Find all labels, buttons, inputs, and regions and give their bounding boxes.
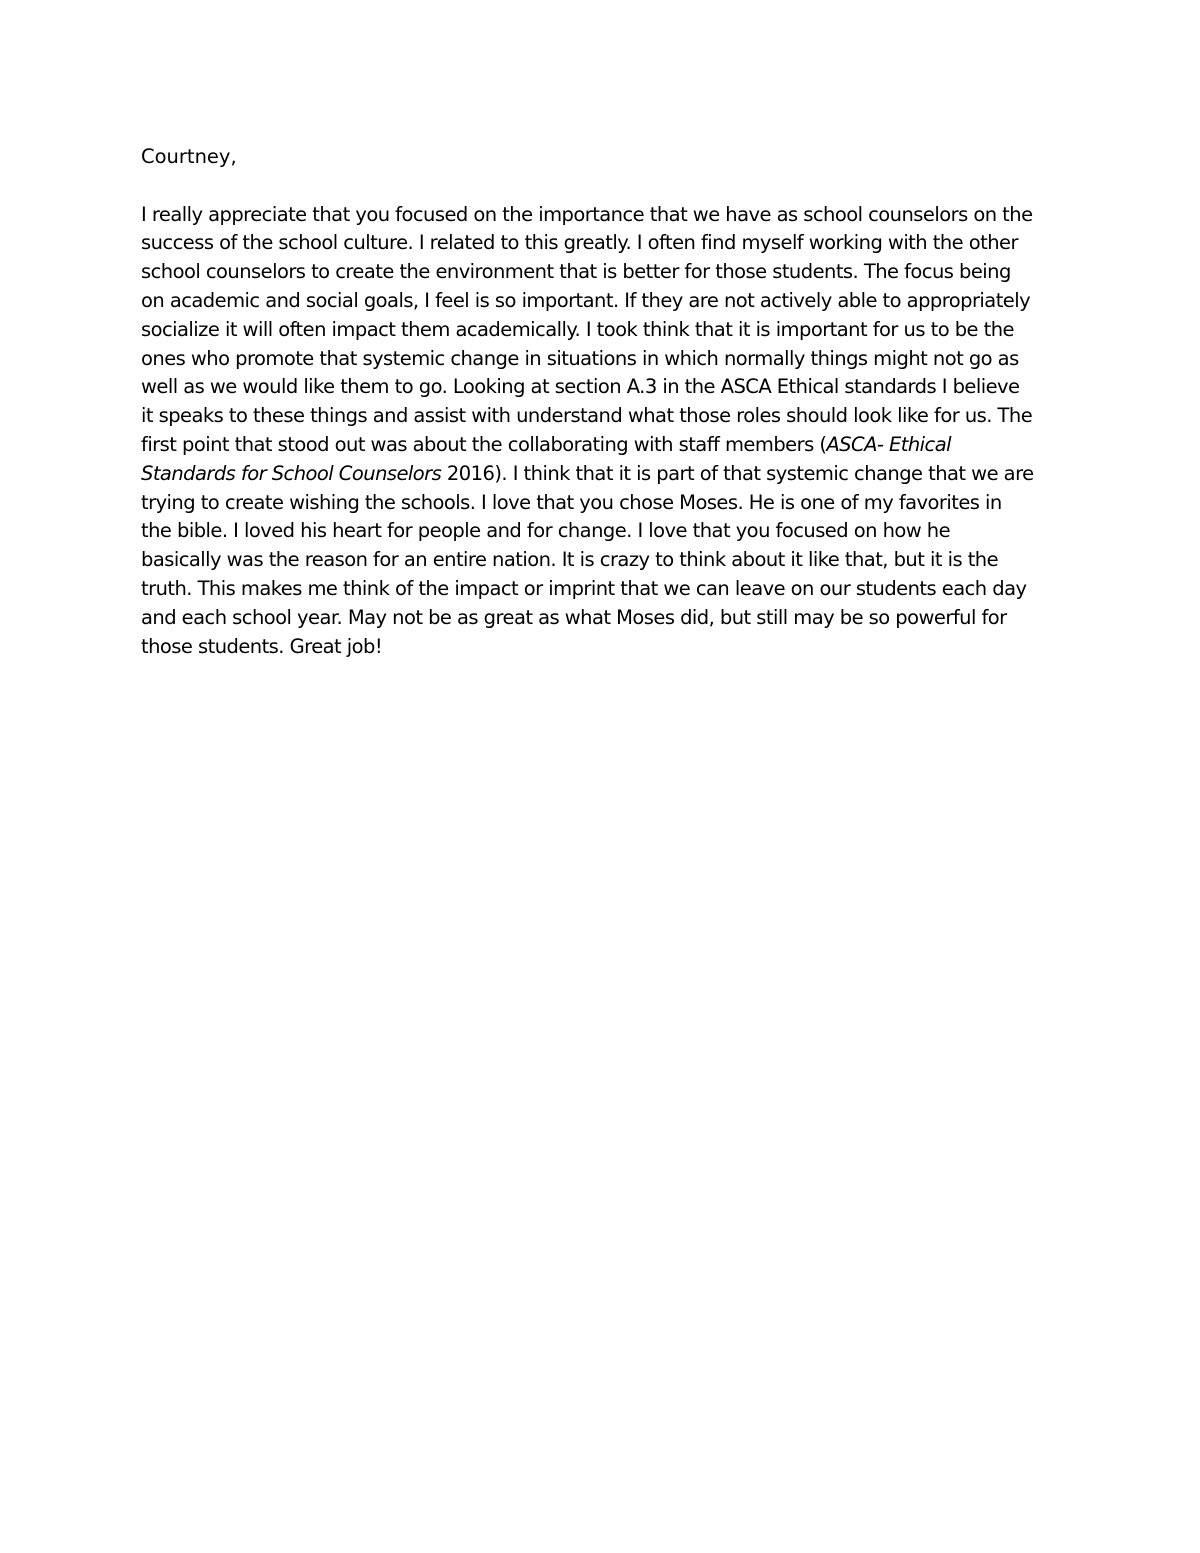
paragraph-line: truth. This makes me think of the impact or imprint that we can leave on our students each day — [141, 576, 1027, 600]
paragraph-line — [141, 431, 1061, 460]
paragraph-line: the bible. I loved his heart for people and for change. I love that you focused on how he — [141, 519, 951, 543]
paragraph-line: well as we would like them to go. Looking at section A.3 in the ASCA Ethical standards I believe — [141, 375, 1020, 399]
greeting: Courtney, — [141, 145, 237, 168]
paragraph-line: socialize it will often impact them academically. I took think that it is important for us to be the — [141, 317, 1015, 341]
citation-italic: ASCA- Ethical — [826, 432, 951, 456]
paragraph-line: and each school year. May not be as great as what Moses did, but still may be so powerful for — [141, 605, 1007, 629]
paragraph-line: on academic and social goals, I feel is so important. If they are not actively able to appropriately — [141, 288, 1031, 312]
blank-line — [141, 172, 1061, 201]
paragraph-line: success of the school culture. I related to this greatly. I often find myself working with the other — [141, 231, 1018, 255]
paragraph-line: basically was the reason for an entire nation. It is crazy to think about it like that, but it is the — [141, 548, 999, 572]
paragraph-line — [141, 460, 1061, 489]
paragraph-line: trying to create wishing the schools. I love that you chose Moses. He is one of my favorites in — [141, 490, 1002, 514]
paragraph-line: those students. Great job! — [141, 634, 383, 658]
line-text: first point that stood out was about the collaborating with staff members ( — [141, 432, 827, 456]
line-text: 2016). I think that it is part of that systemic change that we are — [441, 461, 1034, 485]
document-body — [141, 143, 1061, 661]
paragraph-line: school counselors to create the environment that is better for those students. The focus being — [141, 260, 1011, 284]
citation-italic: Standards for School Counselors — [141, 461, 442, 485]
paragraph-line: I really appreciate that you focused on the importance that we have as school counselors on the — [141, 202, 1033, 226]
paragraph-line: it speaks to these things and assist with understand what those roles should look like for us. The — [141, 404, 1033, 428]
paragraph-line: ones who promote that systemic change in situations in which normally things might not go as — [141, 346, 1019, 370]
